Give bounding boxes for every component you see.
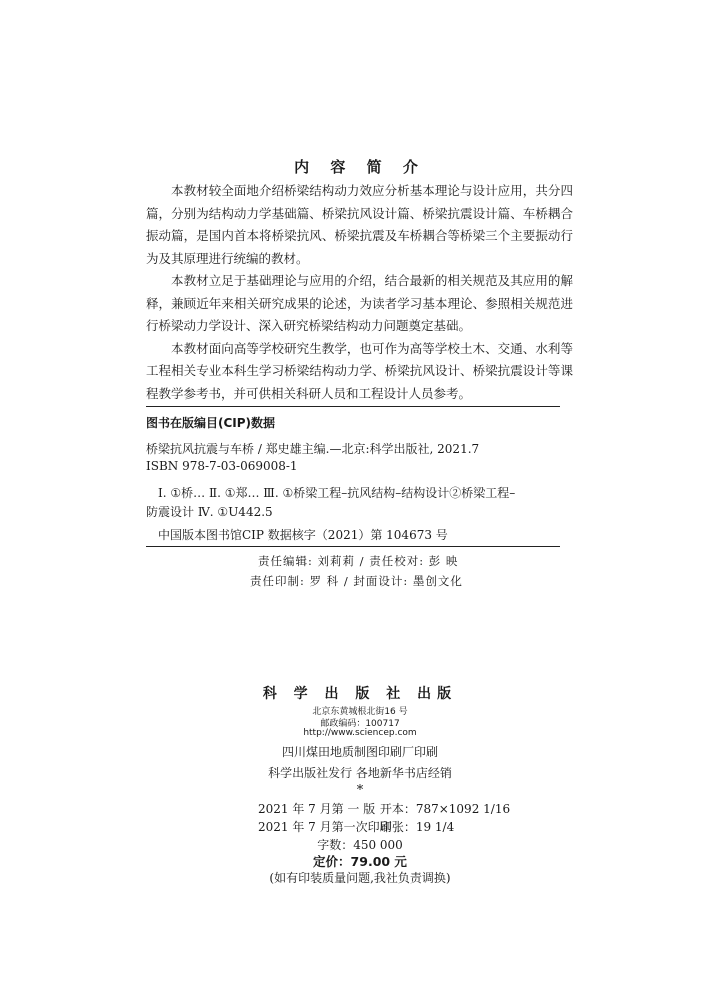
summary-paragraph: 本教材立足于基础理论与应用的介绍，结合最新的相关规范及其应用的解释，兼顾近年来相关研究成果的论述，为读者学习基本理论、参照相关规范进行桥梁动力学设计、深入研究桥梁结构动力问题奠定基础。 xyxy=(146,273,573,333)
summary-paragraph: 本教材面向高等学校研究生教学，也可作为高等学校土木、交通、水利等工程相关专业本科生学习桥梁结构动力学、桥梁抗风设计、桥梁抗震设计等课程教学参考书，并可供相关科研人员和工程设计人员参考。 xyxy=(146,340,573,401)
summary-body xyxy=(146,180,573,405)
printer-line: 四川煤田地质制图印刷厂印刷 xyxy=(281,745,438,759)
cip-top-rule xyxy=(146,406,560,407)
editors-line-2: 责任印制: 罗 科 / 封面设计: 墨创文化 xyxy=(250,574,463,588)
separator-star: * xyxy=(356,783,364,798)
price: 定价：79.00 元 xyxy=(313,854,407,869)
cip-heading: 图书在版编目(CIP)数据 xyxy=(146,416,276,430)
publisher-name: 科 学 出 版 社 出版 xyxy=(262,686,458,702)
format-text: 开本：787×1092 1/16 xyxy=(379,802,511,816)
distributor-line: 科学出版社发行 各地新华书店经销 xyxy=(268,766,452,780)
publisher-postcode: 邮政编码：100717 xyxy=(320,719,400,729)
summary-paragraph: 本教材较全面地介绍桥梁结构动力效应分析基本理论与设计应用，共分四篇，分别为结构动力学基础篇、桥梁抗风设计篇、桥梁抗震设计篇、车桥耦合振动篇，是国内首本将桥梁抗风、桥梁抗震及车桥耦合等桥梁三个主要振动行为及其原理进行统编的教材。 xyxy=(146,183,573,266)
editors-line-1: 责任编辑: 刘莉莉 / 责任校对: 彭 映 xyxy=(258,554,459,568)
word-count: 字数：450 000 xyxy=(317,838,403,852)
publisher-address: 北京东黄城根北街16 号 xyxy=(312,707,408,717)
cip-isbn: ISBN 978-7-03-069008-1 xyxy=(146,459,298,473)
cip-title-line: 桥梁抗风抗震与车桥 / 郑史雄主编.—北京:科学出版社, 2021.7 xyxy=(146,442,480,456)
cip-classification-cont: 防震设计 Ⅳ. ①U442.5 xyxy=(146,505,273,519)
printing-row xyxy=(258,818,454,835)
cip-record-number: 中国版本图书馆CIP 数据核字（2021）第 104673 号 xyxy=(158,528,448,542)
publisher-website: http://www.sciencep.com xyxy=(303,728,417,738)
edition-row xyxy=(258,800,510,817)
cip-bottom-rule xyxy=(146,546,560,547)
printing-text: 2021 年 7 月第一次印刷 xyxy=(258,820,392,834)
quality-notice: (如有印装质量问题,我社负责调换) xyxy=(269,871,451,885)
sheets-text: 印张：19 1/4 xyxy=(379,820,455,834)
cip-classification: Ⅰ. ①桥… Ⅱ. ①郑… Ⅲ. ①桥梁工程–抗风结构–结构设计②桥梁工程– xyxy=(158,486,516,500)
summary-title: 内 容 简 介 xyxy=(294,158,426,176)
edition-text: 2021 年 7 月第 一 版 xyxy=(258,802,376,816)
